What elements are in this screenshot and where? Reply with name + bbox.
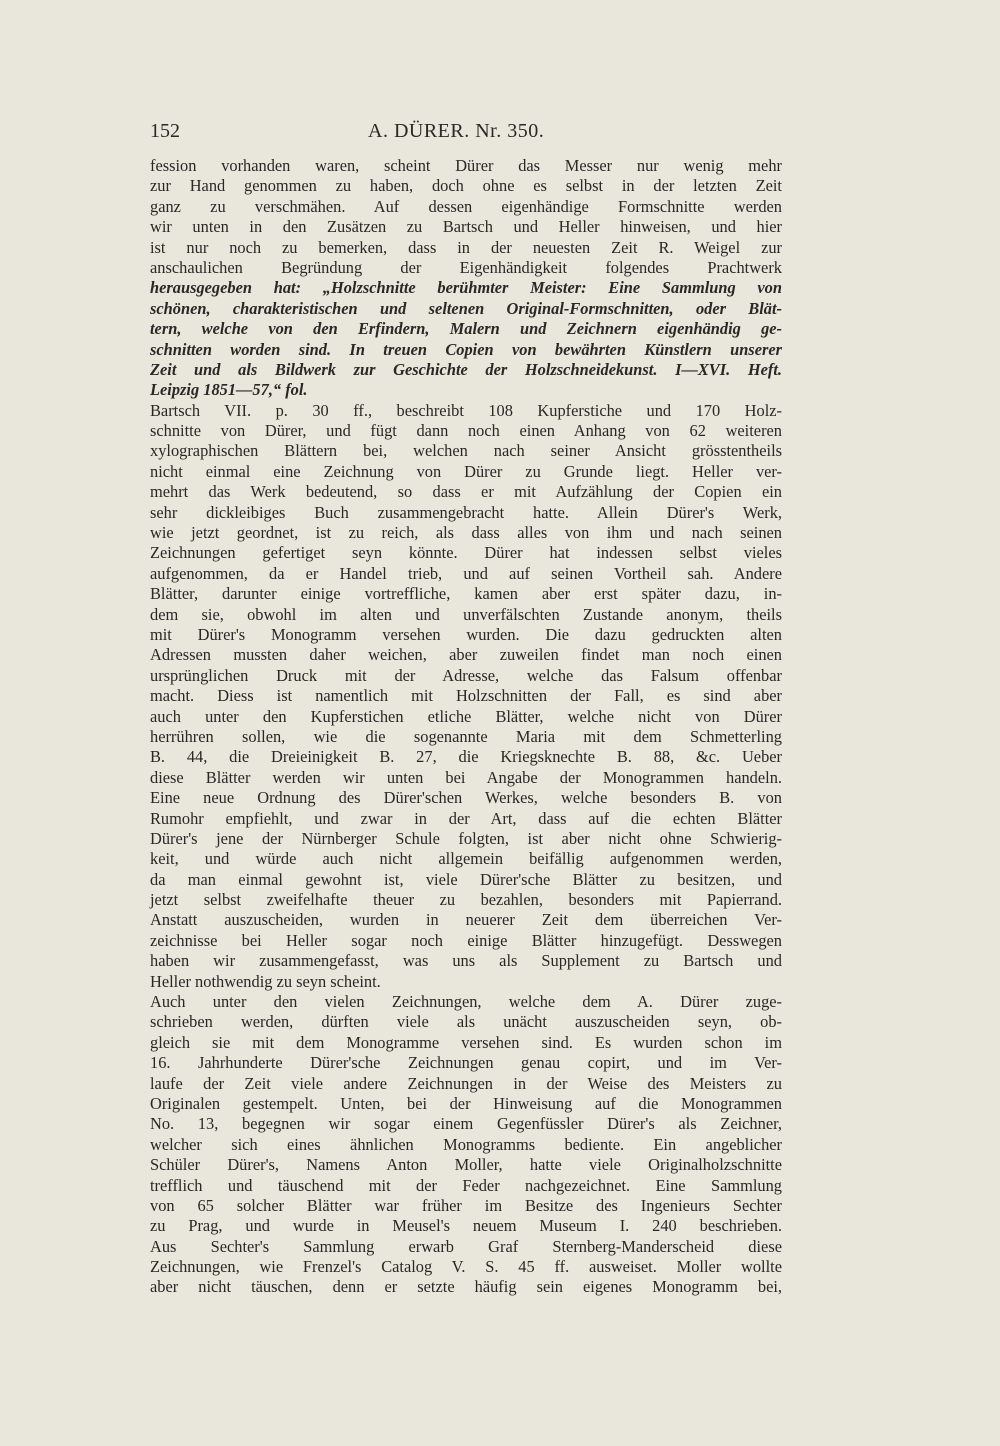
body-text <box>150 156 782 1298</box>
text-line: welcher sich eines ähnlichen Monogramms bediente. Ein angeblicher <box>150 1134 782 1154</box>
running-head: A. DÜRER. Nr. 350. <box>368 120 545 142</box>
text-line: zur Hand genommen zu haben, doch ohne es selbst in der letzten Zeit <box>150 176 782 196</box>
text-line: ursprünglichen Druck mit der Adresse, welche das Falsum offenbar <box>150 665 782 685</box>
text-line: gleich sie mit dem Monogramme versehen sind. Es wurden schon im <box>150 1032 782 1052</box>
text-line: dem sie, obwohl im alten und unverfälschten Zustande anonym, theils <box>150 604 782 624</box>
text-line: Zeichnungen gefertiget seyn könnte. Dürer hat indessen selbst vieles <box>150 543 782 563</box>
text-line: Auch unter den vielen Zeichnungen, welche dem A. Dürer zuge- <box>150 992 782 1012</box>
text-line: wir unten in den Zusätzen zu Bartsch und Heller hinweisen, und hier <box>150 217 782 237</box>
text-line: ist nur noch zu bemerken, dass in der neuesten Zeit R. Weigel zur <box>150 237 782 257</box>
text-line: schönen, charakteristischen und seltenen Original-Formschnitten, oder Blät- <box>150 298 782 318</box>
text-line: Anstatt auszuscheiden, wurden in neuerer Zeit dem überreichen Ver- <box>150 910 782 930</box>
text-line: B. 44, die Dreieinigkeit B. 27, die Kriegsknechte B. 88, &c. Ueber <box>150 747 782 767</box>
text-line: schnitten worden sind. In treuen Copien von bewährten Künstlern unserer <box>150 339 782 359</box>
text-line: da man einmal gewohnt ist, viele Dürer'sche Blätter zu besitzen, und <box>150 869 782 889</box>
text-line: aber nicht täuschen, denn er setzte häufig sein eigenes Monogramm bei, <box>150 1277 782 1297</box>
text-line: schrieben werden, dürften viele als unächt auszuscheiden seyn, ob- <box>150 1012 782 1032</box>
page-number: 152 <box>150 120 180 142</box>
text-line: Dürer's jene der Nürnberger Schule folgten, ist aber nicht ohne Schwierig- <box>150 828 782 848</box>
text-line: schnitte von Dürer, und fügt dann noch einen Anhang von 62 weiteren <box>150 421 782 441</box>
text-line: ganz zu verschmähen. Auf dessen eigenhändige Formschnitte werden <box>150 196 782 216</box>
text-line: tern, welche von den Erfindern, Malern und Zeichnern eigenhändig ge- <box>150 319 782 339</box>
text-line: auch unter den Kupferstichen etliche Blätter, welche nicht von Dürer <box>150 706 782 726</box>
text-line: Blätter, darunter einige vortreffliche, kamen aber erst später dazu, in- <box>150 584 782 604</box>
text-line: Adressen mussten daher weichen, aber zuweilen findet man noch einen <box>150 645 782 665</box>
text-line: Zeit und als Bildwerk zur Geschichte der Holzschneidekunst. I—XVI. Heft. <box>150 359 782 379</box>
text-line: xylographischen Blättern bei, welchen nach seiner Ansicht grösstentheils <box>150 441 782 461</box>
text-line: trefflich und täuschend mit der Feder nachgezeichnet. Eine Sammlung <box>150 1175 782 1195</box>
text-line: sehr dickleibiges Buch zusammengebracht hatte. Allein Dürer's Werk, <box>150 502 782 522</box>
text-line: anschaulichen Begründung der Eigenhändigkeit folgendes Prachtwerk <box>150 257 782 277</box>
text-line: fession vorhanden waren, scheint Dürer das Messer nur wenig mehr <box>150 156 782 175</box>
text-line: laufe der Zeit viele andere Zeichnungen in der Weise des Meisters zu <box>150 1073 782 1093</box>
text-line: zu Prag, und wurde in Meusel's neuem Museum I. 240 beschrieben. <box>150 1216 782 1236</box>
text-line: wie jetzt geordnet, ist zu reich, als dass alles von ihm und nach seinen <box>150 523 782 543</box>
text-line: Schüler Dürer's, Namens Anton Moller, hatte viele Originalholzschnitte <box>150 1155 782 1175</box>
text-line: Heller nothwendig zu seyn scheint. <box>150 971 381 991</box>
text-line: zeichnisse bei Heller sogar noch einige Blätter hinzugefügt. Desswegen <box>150 930 782 950</box>
text-line: macht. Diess ist namentlich mit Holzschnitten der Fall, es sind aber <box>150 686 782 706</box>
text-line: haben wir zusammengefasst, was uns als Supplement zu Bartsch und <box>150 951 782 971</box>
text-line: mit Dürer's Monogramm versehen wurden. Die dazu gedruckten alten <box>150 624 782 644</box>
text-line: Eine neue Ordnung des Dürer'schen Werkes, welche besonders B. von <box>150 788 782 808</box>
text-line: Originalen gestempelt. Unten, bei der Hinweisung auf die Monogrammen <box>150 1093 782 1113</box>
text-line: herausgegeben hat: „Holzschnitte berühmter Meister: Eine Sammlung von <box>150 278 782 298</box>
text-line: 16. Jahrhunderte Dürer'sche Zeichnungen genau copirt, und im Ver- <box>150 1053 782 1073</box>
text-line: keit, und würde auch nicht allgemein beifällig aufgenommen werden, <box>150 849 782 869</box>
text-line: Leipzig 1851—57,“ fol. <box>150 380 308 400</box>
text-line: nicht einmal eine Zeichnung von Dürer zu Grunde liegt. Heller ver- <box>150 461 782 481</box>
text-line: Aus Sechter's Sammlung erwarb Graf Sternberg-Manderscheid diese <box>150 1236 782 1256</box>
text-line: diese Blätter werden wir unten bei Angabe der Monogrammen handeln. <box>150 767 782 787</box>
text-line: No. 13, begegnen wir sogar einem Gegenfüssler Dürer's als Zeichner, <box>150 1114 782 1134</box>
page-header <box>150 120 782 150</box>
text-line: aufgenommen, da er Handel trieb, und auf seinen Vortheil sah. Andere <box>150 563 782 583</box>
text-line: Bartsch VII. p. 30 ff., beschreibt 108 Kupferstiche und 170 Holz- <box>150 400 782 420</box>
text-line: herrühren sollen, wie die sogenannte Maria mit dem Schmetterling <box>150 726 782 746</box>
text-line: Zeichnungen, wie Frenzel's Catalog V. S. 45 ff. ausweiset. Moller wollte <box>150 1257 782 1277</box>
text-line: Rumohr empfiehlt, und zwar in der Art, dass auf die echten Blätter <box>150 808 782 828</box>
text-line: jetzt selbst zweifelhafte theuer zu bezahlen, besonders mit Papierrand. <box>150 890 782 910</box>
text-line: mehrt das Werk bedeutend, so dass er mit Aufzählung der Copien ein <box>150 482 782 502</box>
text-line: von 65 solcher Blätter war früher im Besitze des Ingenieurs Sechter <box>150 1195 782 1215</box>
